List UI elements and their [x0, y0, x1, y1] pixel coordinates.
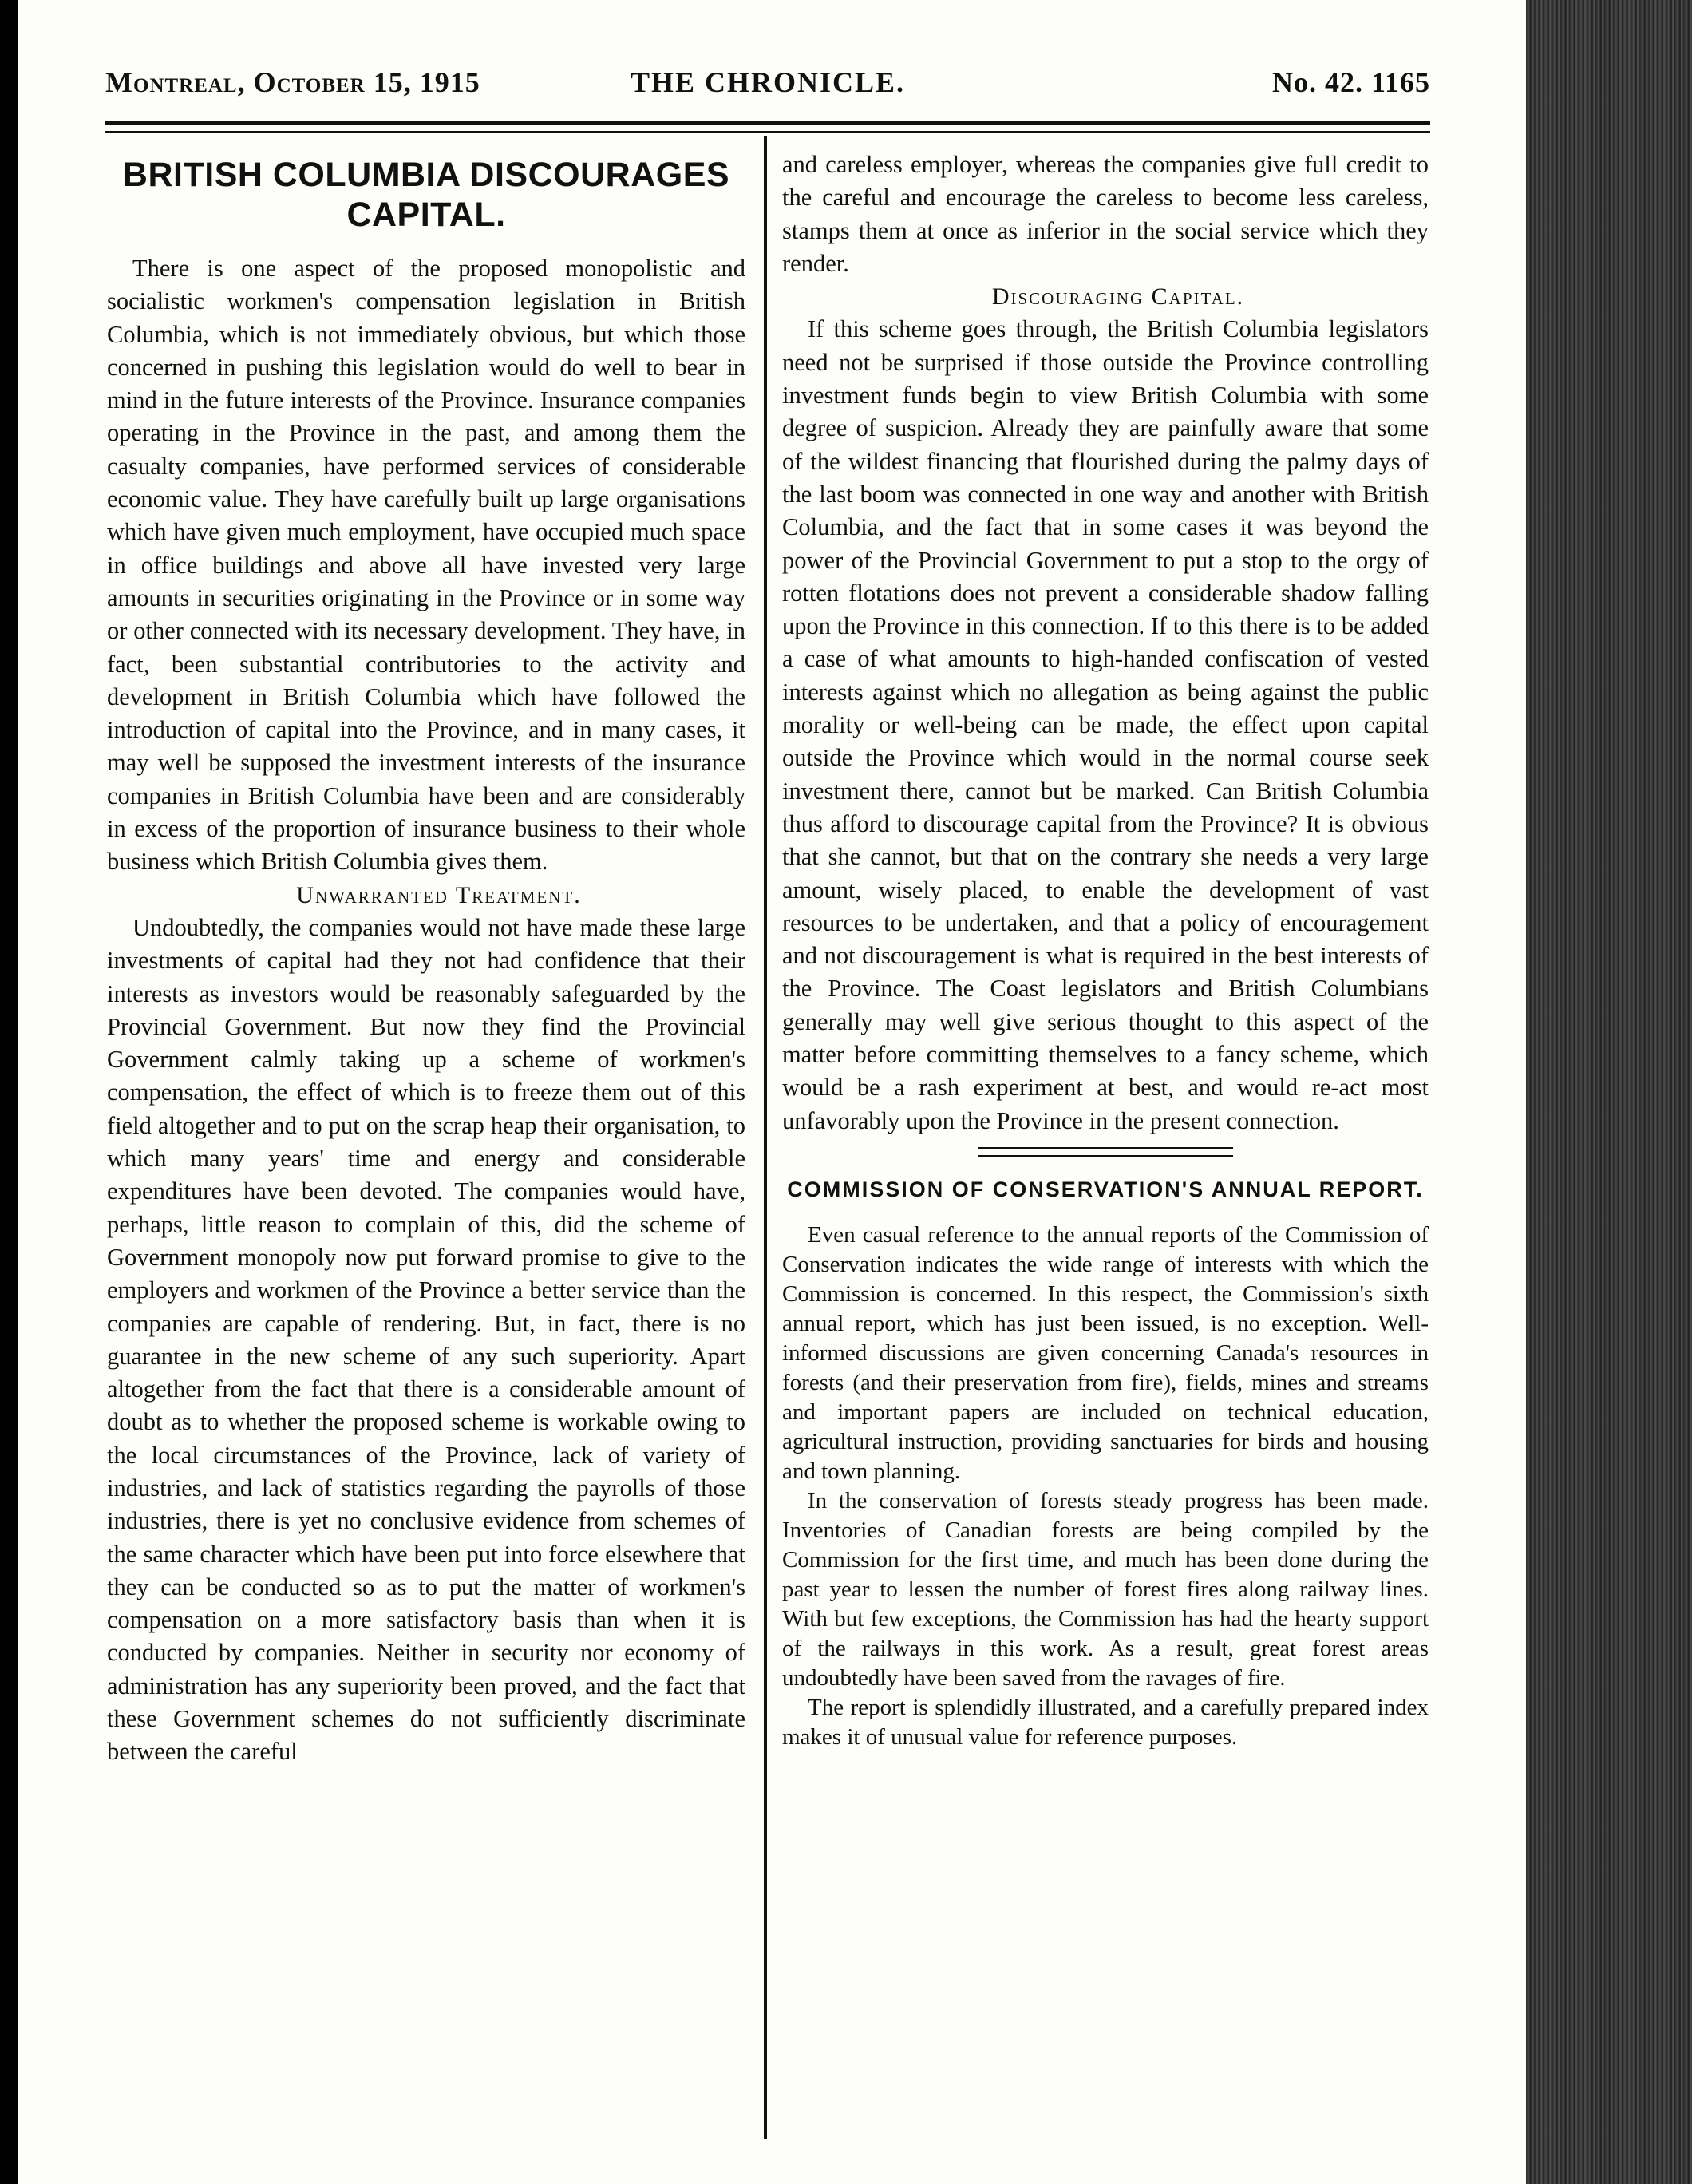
article-paragraph-continued: and careless employer, whereas the companies give full credit to the careful and encourage the careless to become less careless, stamps them at once as inferior in the social service which they render. — [782, 151, 1429, 277]
header-dateline: Montreal, October 15, 1915 — [105, 66, 480, 98]
running-header — [105, 65, 1430, 113]
article-paragraph: There is one aspect of the proposed monopolistic and socialistic workmen's compensation legislation in British Columbia, which is not immediately obvious, but which those concerned in pushing this legislation would do well to bear in mind in the future interests of the Province. Insurance companies operating in the Province in the past, and among them the casualty companies, have performed services of considerable economic value. They have carefully built up large organisations which have given much employment, have occupied much space in office buildings and above all have invested very large amounts in securities originating in the Province or in some way or other connected with its necessary development. They have, in fact, been substantial contributories to the activity and development in British Columbia which have followed the introduction of capital into the Province, and in many cases, it may well be supposed the investment interests of the insurance companies in British Columbia have been and are considerably in excess of the proportion of insurance business to their whole business which British Columbia gives them. — [107, 255, 745, 876]
article-headline: BRITISH COLUMBIA DISCOURAGES CAPITAL. — [122, 156, 730, 234]
article-subhead: Unwarranted Treatment. — [296, 881, 582, 908]
left-column — [107, 148, 745, 1769]
article-subhead: Discouraging Capital. — [991, 283, 1245, 311]
section-separator — [978, 1147, 1233, 1157]
article-paragraph: Undoubtedly, the companies would not have made these large investments of capital had they not had confidence that their interests as investors would be reasonably safeguarded by the Provincial Government. But now they find the Provincial Government calmly taking up a scheme of workmen's compensation, the effect of which is to freeze them out of this field altogether and to put on the scrap heap their organisation, to which many years' time and energy and considerable expenditures have been devoted. The companies would have, perhaps, little reason to complain of this, did the scheme of Government monopoly now put forward promise to give to the employers and workmen of the Province a better service than the companies are capable of rendering. But, in fact, there is no guarantee in the new scheme of any such superiority. Apart altogether from the fact that there is a considerable amount of doubt as to whether the proposed scheme is workable owing to the local circumstances of the Province, lack of variety of industries, and lack of statistics regarding the payrolls of those industries, there is yet no conclusive evidence from schemes of the same character which have been put into force elsewhere that they can be conducted so as to put the matter of workmen's compensation on a more satisfactory basis than when it is conducted by companies. Neither in security nor economy of administration has any superiority been proved, and the fact that these Government schemes do not sufficiently discriminate between the careful — [107, 913, 745, 1766]
header-publication: THE CHRONICLE. — [630, 66, 906, 98]
column-divider — [764, 136, 767, 2139]
article-paragraph: The report is splendidly illustrated, and a carefully prepared index makes it of unusual value for reference purposes. — [782, 1694, 1429, 1750]
article-headline: COMMISSION OF CONSERVATION'S ANNUAL REPORT. — [787, 1177, 1424, 1201]
article-paragraph: If this scheme goes through, the British Columbia legislators need not be surprised if those outside the Province controlling investment funds begin to view British Columbia with some degree of suspicion. Already they are painfully aware that some of the wildest financing that flourished during the palmy days of the last boom was connected in one way and another with British Columbia, and the fact that in some cases it was beyond the power of the Provincial Government to put a stop to the orgy of rotten flotations does not prevent a considerable shadow falling upon the Province in this connection. If to this there is to be added a case of what amounts to high-handed confiscation of vested interests against which no allegation as being against the public morality or well-being can be made, the effect upon capital outside the Province which would in the normal course seek investment there, cannot but be marked. Can British Columbia thus afford to discourage capital from the Province? It is obvious that she cannot, but that on the contrary she needs a very large amount, wisely placed, to enable the development of vast resources to be undertaken, and that a policy of encouragement and not discouragement is what is required in the best interests of the Province. The Coast legislators and British Columbians generally may well give serious thought to this aspect of the matter before committing themselves to a fancy scheme, which would be a rash experiment at best, and would re-act most unfavorably upon the Province in the present connection. — [782, 315, 1429, 1134]
article-paragraph: In the conservation of forests steady progress has been made. Inventories of Canadian forests are being compiled by the Commission for the first time, and much has been done during the past year to lessen the number of forest fires along railway lines. With but few exceptions, the Commission has had the hearty support of the railways in this work. As a result, great forest areas undoubtedly have been saved from the ravages of fire. — [782, 1487, 1429, 1691]
header-issue-page: No. 42. 1165 — [1271, 66, 1430, 98]
right-column — [782, 148, 1429, 1752]
newspaper-page — [18, 0, 1526, 2184]
book-binding-edge — [1526, 0, 1692, 2184]
article-paragraph: Even casual reference to the annual reports of the Commission of Conservation indicates the wide range of interests with which the Commission is concerned. In this respect, the Commission's sixth annual report, which has just been issued, is no exception. Well-informed discussions are given concerning Canada's resources in forests (and their preservation from fire), fields, mines and streams and important papers are included on technical education, agricultural instruction, providing sanctuaries for birds and housing and town planning. — [782, 1221, 1429, 1484]
header-rule — [105, 121, 1430, 133]
